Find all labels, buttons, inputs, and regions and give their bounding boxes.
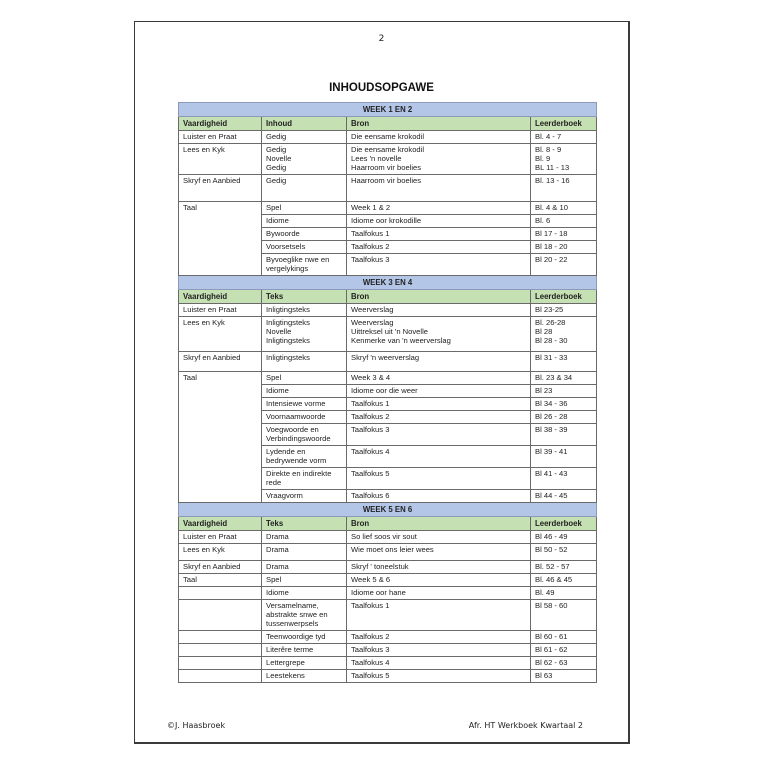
- skill-cell: Skryf en Aanbied: [179, 561, 262, 574]
- source-line: Weerverslag: [351, 318, 394, 327]
- source-line: Week 3 & 4: [351, 373, 391, 382]
- book-line: Bl 58 - 60: [535, 601, 568, 610]
- content-line: Inligtingsteks: [266, 305, 310, 314]
- book-cell: [531, 385, 597, 398]
- book-line: Bl 28 - 30: [535, 336, 568, 345]
- book-cell: [531, 352, 597, 372]
- content-cell: [262, 468, 347, 490]
- book-cell: [531, 490, 597, 503]
- book-cell: [531, 531, 597, 544]
- book-cell: [531, 446, 597, 468]
- source-line: Idiome oor hane: [351, 588, 406, 597]
- content-line: Bywoorde: [266, 229, 300, 238]
- book-line: Bl 63: [535, 671, 553, 680]
- source-cell: [347, 215, 531, 228]
- book-cell: [531, 411, 597, 424]
- source-cell: [347, 561, 531, 574]
- content-cell: [262, 531, 347, 544]
- source-line: Idiome oor die weer: [351, 386, 418, 395]
- book-cell: [531, 317, 597, 352]
- content-cell: [262, 228, 347, 241]
- content-cell: [262, 385, 347, 398]
- book-cell: [531, 657, 597, 670]
- book-cell: [531, 228, 597, 241]
- week-title: WEEK 5 EN 6: [179, 503, 597, 517]
- source-cell: [347, 670, 531, 683]
- source-cell: [347, 398, 531, 411]
- book-line: Bl 34 - 36: [535, 399, 568, 408]
- source-cell: [347, 446, 531, 468]
- content-cell: [262, 587, 347, 600]
- source-cell: [347, 254, 531, 276]
- content-line: Drama: [266, 545, 289, 554]
- book-line: Bl 46 - 49: [535, 532, 568, 541]
- source-line: Uittreksel uit 'n Novelle: [351, 327, 428, 336]
- content-line: Novelle: [266, 327, 292, 336]
- skill-cell: Luister en Praat: [179, 131, 262, 144]
- book-cell: [531, 372, 597, 385]
- book-line: Bl 17 - 18: [535, 229, 568, 238]
- content-cell: [262, 644, 347, 657]
- source-cell: [347, 228, 531, 241]
- content-cell: [262, 490, 347, 503]
- book-line: Bl. 4 & 10: [535, 203, 568, 212]
- source-line: Taalfokus 2: [351, 632, 390, 641]
- source-line: Taalfokus 4: [351, 447, 390, 456]
- source-line: Taalfokus 2: [351, 242, 390, 251]
- table-row: [179, 587, 597, 600]
- skill-cell: Lees en Kyk: [179, 144, 262, 175]
- week-header-row: [179, 276, 597, 290]
- content-line: Inligtingsteks: [266, 318, 310, 327]
- book-line: Bl 61 - 62: [535, 645, 568, 654]
- book-cell: [531, 574, 597, 587]
- content-line: Novelle: [266, 154, 292, 163]
- column-header: Teks: [262, 517, 347, 531]
- content-cell: [262, 352, 347, 372]
- column-header: Vaardigheid: [179, 290, 262, 304]
- table-row: [179, 131, 597, 144]
- week-title: WEEK 3 EN 4: [179, 276, 597, 290]
- book-cell: [531, 131, 597, 144]
- content-cell: [262, 411, 347, 424]
- content-line: Versamelname, abstrakte snwe en tussenwerpsels: [266, 601, 328, 628]
- source-line: Week 5 & 6: [351, 575, 391, 584]
- book-cell: [531, 468, 597, 490]
- source-line: Taalfokus 5: [351, 469, 390, 478]
- column-header: Vaardigheid: [179, 117, 262, 131]
- source-cell: [347, 644, 531, 657]
- book-cell: [531, 202, 597, 215]
- source-cell: [347, 587, 531, 600]
- book-line: Bl. 46 & 45: [535, 575, 573, 584]
- source-line: Haarroom vir boelies: [351, 176, 422, 185]
- content-cell: [262, 574, 347, 587]
- table-row: [179, 544, 597, 561]
- source-line: Taalfokus 5: [351, 671, 390, 680]
- book-line: Bl. 9: [535, 154, 551, 163]
- source-cell: [347, 531, 531, 544]
- column-header-row: [179, 290, 597, 304]
- source-line: Die eensame krokodil: [351, 132, 425, 141]
- book-cell: [531, 561, 597, 574]
- source-line: Skryf ' toneelstuk: [351, 562, 409, 571]
- skill-cell: Taal: [179, 372, 262, 503]
- column-header-row: [179, 517, 597, 531]
- book-cell: [531, 241, 597, 254]
- book-line: Bl 23: [535, 386, 553, 395]
- source-cell: [347, 202, 531, 215]
- book-line: Bl 62 - 63: [535, 658, 568, 667]
- content-line: Drama: [266, 532, 289, 541]
- book-line: Bl. 23 & 34: [535, 373, 573, 382]
- content-line: Direkte en indirekte rede: [266, 469, 332, 487]
- book-line: Bl. 4 - 7: [535, 132, 562, 141]
- book-cell: [531, 644, 597, 657]
- source-cell: [347, 175, 531, 202]
- week-title: WEEK 1 EN 2: [179, 103, 597, 117]
- column-header: Leerderboek: [531, 117, 597, 131]
- source-line: Skryf 'n weerverslag: [351, 353, 420, 362]
- book-line: Bl 28: [535, 327, 553, 336]
- book-line: Bl 41 - 43: [535, 469, 568, 478]
- source-cell: [347, 544, 531, 561]
- book-line: Bl 23-25: [535, 305, 564, 314]
- content-cell: [262, 144, 347, 175]
- content-line: Voornaamwoorde: [266, 412, 326, 421]
- content-line: Inligtingsteks: [266, 353, 310, 362]
- skill-cell: Lees en Kyk: [179, 317, 262, 352]
- content-line: Vraagvorm: [266, 491, 303, 500]
- content-line: Idiome: [266, 588, 289, 597]
- source-cell: [347, 385, 531, 398]
- book-line: Bl 60 - 61: [535, 632, 568, 641]
- content-line: Gedig: [266, 163, 287, 172]
- column-header: Inhoud: [262, 117, 347, 131]
- content-cell: [262, 202, 347, 215]
- source-line: Taalfokus 6: [351, 491, 390, 500]
- source-line: Weerverslag: [351, 305, 394, 314]
- skill-cell: [179, 670, 262, 683]
- content-line: Gedig: [266, 145, 287, 154]
- table-row: [179, 670, 597, 683]
- content-cell: [262, 398, 347, 411]
- content-line: Intensiewe vorme: [266, 399, 326, 408]
- source-cell: [347, 241, 531, 254]
- column-header: Leerderboek: [531, 517, 597, 531]
- book-cell: [531, 424, 597, 446]
- content-line: Teenwoordige tyd: [266, 632, 326, 641]
- book-line: Bl 20 - 22: [535, 255, 568, 264]
- content-line: Spel: [266, 575, 282, 584]
- source-cell: [347, 631, 531, 644]
- skill-cell: Skryf en Aanbied: [179, 352, 262, 372]
- table-row: [179, 644, 597, 657]
- content-line: Literêre terme: [266, 645, 314, 654]
- book-line: Bl 44 - 45: [535, 491, 568, 500]
- table-row: [179, 657, 597, 670]
- source-line: Taalfokus 1: [351, 399, 390, 408]
- footer-copyright: ©J. Haasbroek: [167, 721, 226, 730]
- source-line: Taalfokus 3: [351, 425, 390, 434]
- skill-cell: [179, 631, 262, 644]
- book-line: Bl 39 - 41: [535, 447, 568, 456]
- content-cell: [262, 424, 347, 446]
- content-cell: [262, 372, 347, 385]
- table-row: [179, 531, 597, 544]
- content-cell: [262, 254, 347, 276]
- book-line: Bl. 49: [535, 588, 555, 597]
- source-line: Idiome oor krokodille: [351, 216, 422, 225]
- book-cell: [531, 587, 597, 600]
- book-line: Bl. 13 - 16: [535, 176, 570, 185]
- page-number: 2: [378, 34, 385, 44]
- document-page: [134, 21, 630, 744]
- book-cell: [531, 254, 597, 276]
- content-cell: [262, 175, 347, 202]
- book-cell: [531, 215, 597, 228]
- content-line: Lydende en bedrywende vorm: [266, 447, 327, 465]
- source-cell: [347, 131, 531, 144]
- table-row: [179, 304, 597, 317]
- content-cell: [262, 241, 347, 254]
- book-cell: [531, 544, 597, 561]
- source-cell: [347, 411, 531, 424]
- skill-cell: Lees en Kyk: [179, 544, 262, 561]
- book-cell: [531, 175, 597, 202]
- source-line: Taalfokus 4: [351, 658, 390, 667]
- book-line: Bl. 52 - 57: [535, 562, 570, 571]
- content-line: Byvoeglike nwe en vergelykings: [266, 255, 330, 273]
- table-row: [179, 561, 597, 574]
- content-line: Spel: [266, 203, 282, 212]
- skill-cell: Skryf en Aanbied: [179, 175, 262, 202]
- source-cell: [347, 490, 531, 503]
- table-row: [179, 175, 597, 202]
- skill-cell: [179, 644, 262, 657]
- book-cell: [531, 670, 597, 683]
- content-line: Gedig: [266, 176, 287, 185]
- source-cell: [347, 304, 531, 317]
- content-line: Voorsetsels: [266, 242, 306, 251]
- source-cell: [347, 424, 531, 446]
- book-line: Bl 26 - 28: [535, 412, 568, 421]
- content-line: Idiome: [266, 386, 289, 395]
- table-row: [179, 352, 597, 372]
- content-cell: [262, 215, 347, 228]
- source-line: Taalfokus 3: [351, 255, 390, 264]
- content-cell: [262, 544, 347, 561]
- source-line: Die eensame krokodil: [351, 145, 425, 154]
- skill-cell: [179, 587, 262, 600]
- source-cell: [347, 352, 531, 372]
- source-line: Haarroom vir boelies: [351, 163, 422, 172]
- content-line: Spel: [266, 373, 282, 382]
- content-cell: [262, 304, 347, 317]
- source-cell: [347, 372, 531, 385]
- content-cell: [262, 446, 347, 468]
- source-cell: [347, 574, 531, 587]
- skill-cell: Taal: [179, 202, 262, 276]
- content-cell: [262, 317, 347, 352]
- book-cell: [531, 398, 597, 411]
- table-row: [179, 144, 597, 175]
- content-cell: [262, 657, 347, 670]
- content-line: Gedig: [266, 132, 287, 141]
- week-header-row: [179, 503, 597, 517]
- source-line: Week 1 & 2: [351, 203, 391, 212]
- content-line: Inligtingsteks: [266, 336, 310, 345]
- book-cell: [531, 304, 597, 317]
- skill-cell: Luister en Praat: [179, 304, 262, 317]
- content-cell: [262, 600, 347, 631]
- skill-cell: Taal: [179, 574, 262, 587]
- skill-cell: Luister en Praat: [179, 531, 262, 544]
- book-line: BL 11 - 13: [535, 163, 570, 172]
- content-cell: [262, 131, 347, 144]
- source-cell: [347, 657, 531, 670]
- column-header: Bron: [347, 517, 531, 531]
- source-cell: [347, 468, 531, 490]
- content-cell: [262, 631, 347, 644]
- table-row: [179, 574, 597, 587]
- source-cell: [347, 144, 531, 175]
- source-line: Taalfokus 1: [351, 601, 390, 610]
- table-row: [179, 631, 597, 644]
- source-cell: [347, 600, 531, 631]
- book-line: Bl 38 - 39: [535, 425, 568, 434]
- footer-book-title: Afr. HT Werkboek Kwartaal 2: [468, 721, 583, 730]
- page-title: INHOUDSOPGAWE: [329, 82, 434, 94]
- source-line: Taalfokus 3: [351, 645, 390, 654]
- week-header-row: [179, 103, 597, 117]
- content-line: Lettergrepe: [266, 658, 305, 667]
- book-cell: [531, 600, 597, 631]
- book-line: Bl 31 - 33: [535, 353, 568, 362]
- book-line: Bl. 8 - 9: [535, 145, 562, 154]
- source-line: So lief soos vir sout: [351, 532, 417, 541]
- book-line: Bl 18 - 20: [535, 242, 568, 251]
- source-line: Wie moet ons leier wees: [351, 545, 434, 554]
- content-line: Drama: [266, 562, 289, 571]
- skill-cell: [179, 600, 262, 631]
- source-line: Taalfokus 2: [351, 412, 390, 421]
- source-line: Lees 'n novelle: [351, 154, 402, 163]
- source-cell: [347, 317, 531, 352]
- column-header: Vaardigheid: [179, 517, 262, 531]
- column-header: Bron: [347, 290, 531, 304]
- contents-table: [178, 102, 597, 683]
- skill-cell: [179, 657, 262, 670]
- book-line: Bl. 26-28: [535, 318, 566, 327]
- content-cell: [262, 670, 347, 683]
- column-header: Leerderboek: [531, 290, 597, 304]
- content-line: Leestekens: [266, 671, 305, 680]
- column-header: Teks: [262, 290, 347, 304]
- book-cell: [531, 631, 597, 644]
- book-line: Bl 50 - 52: [535, 545, 568, 554]
- table-row: [179, 317, 597, 352]
- source-line: Taalfokus 1: [351, 229, 390, 238]
- column-header: Bron: [347, 117, 531, 131]
- book-line: Bl. 6: [535, 216, 551, 225]
- table-row: [179, 600, 597, 631]
- content-line: Voegwoorde en Verbindingswoorde: [266, 425, 331, 443]
- content-line: Idiome: [266, 216, 289, 225]
- source-line: Kenmerke van 'n weerverslag: [351, 336, 451, 345]
- table-row: [179, 202, 597, 215]
- column-header-row: [179, 117, 597, 131]
- book-cell: [531, 144, 597, 175]
- content-cell: [262, 561, 347, 574]
- table-row: [179, 372, 597, 385]
